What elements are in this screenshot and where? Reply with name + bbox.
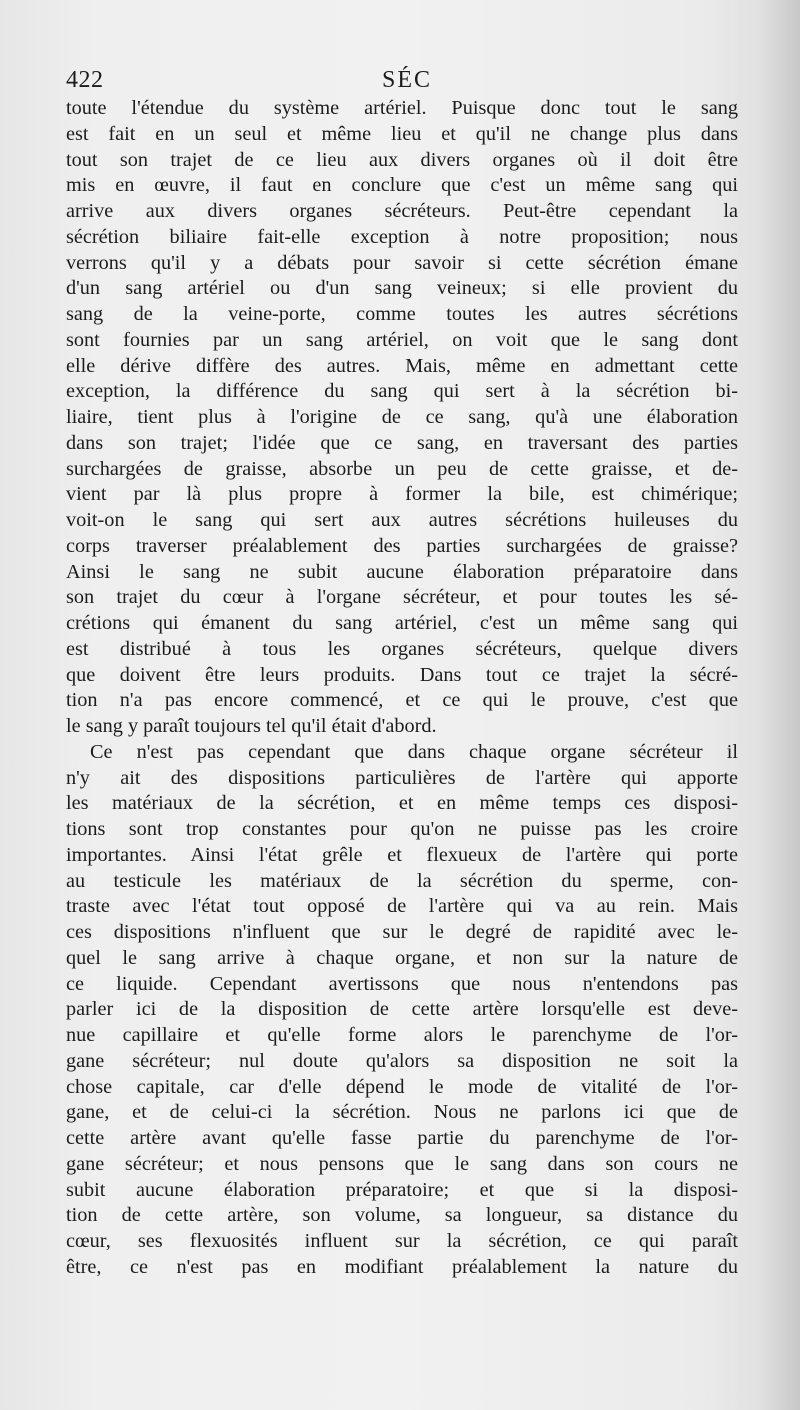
text-line: dans son trajet; l'idée que ce sang, en traversant des parties [66, 431, 738, 454]
text-line: importantes. Ainsi l'état grêle et flexueux de l'artère qui porte [66, 843, 738, 866]
text-line: au testicule les matériaux de la sécrétion du sperme, con- [66, 869, 738, 892]
page-edge-shadow [760, 0, 800, 1410]
text-line: gane, et de celui-ci la sécrétion. Nous ne parlons ici que de [66, 1101, 738, 1124]
text-line: vient par là plus propre à former la bile, est chimérique; [66, 483, 738, 506]
text-line: tion n'a pas encore commencé, et ce qui le prouve, c'est que [66, 689, 738, 712]
text-line: est fait en un seul et même lieu et qu'il ne change plus dans [66, 122, 738, 145]
text-line: sécrétion biliaire fait-elle exception à notre proposition; nous [66, 225, 738, 248]
text-line: sang de la veine-porte, comme toutes les autres sécrétions [66, 303, 738, 325]
text-line: ces dispositions n'influent que sur le degré de rapidité avec le- [66, 921, 738, 943]
text-line: est distribué à tous les organes sécréteurs, quelque divers [66, 637, 738, 660]
text-line: surchargées de graisse, absorbe un peu de cette graisse, et de- [66, 457, 738, 480]
text-line: tout son trajet de ce lieu aux divers organes où il doit être [66, 148, 738, 171]
page-header [66, 64, 738, 96]
text-line: traste avec l'état tout opposé de l'artère qui va au rein. Mais [66, 895, 738, 918]
paragraph-1 [66, 96, 738, 740]
text-line: gane sécréteur; et nous pensons que le sang dans son cours ne [66, 1152, 738, 1175]
text-line: mis en œuvre, il faut en conclure que c'est un même sang qui [66, 174, 738, 197]
body-text [66, 96, 738, 1281]
text-line: tion de cette artère, son volume, sa longueur, sa distance du [66, 1204, 738, 1227]
text-line: corps traverser préalablement des parties surchargées de graisse? [66, 534, 738, 557]
text-line: cette artère avant qu'elle fasse partie du parenchyme de l'or- [66, 1127, 738, 1149]
text-line: cœur, ses flexuosités influent sur la sécrétion, ce qui paraît [66, 1230, 738, 1252]
text-line: gane sécréteur; nul doute qu'alors sa disposition ne soit la [66, 1049, 738, 1072]
text-line: d'un sang artériel ou d'un sang veineux; si elle provient du [66, 277, 738, 300]
text-line: tions sont trop constantes pour qu'on ne puisse pas les croire [66, 818, 738, 840]
text-line: chose capitale, car d'elle dépend le mode de vitalité de l'or- [66, 1075, 738, 1098]
text-line: sont fournies par un sang artériel, on voit que le sang dont [66, 328, 738, 351]
text-line: nue capillaire et qu'elle forme alors le parenchyme de l'or- [66, 1024, 738, 1046]
text-line: Ce n'est pas cependant que dans chaque organe sécréteur il [90, 740, 738, 763]
page-number: 422 [66, 67, 104, 93]
text-line: arrive aux divers organes sécréteurs. Peut-être cependant la [66, 200, 738, 222]
text-line: Ainsi le sang ne subit aucune élaboration préparatoire dans [66, 560, 738, 583]
text-line: exception, la différence du sang qui sert à la sécrétion bi- [66, 380, 738, 403]
text-line: les matériaux de la sécrétion, et en même temps ces disposi- [66, 792, 738, 815]
text-line: quel le sang arrive à chaque organe, et non sur la nature de [66, 946, 738, 969]
text-line: toute l'étendue du système artériel. Puisque donc tout le sang [66, 97, 738, 119]
text-line: être, ce n'est pas en modifiant préalablement la nature du [66, 1255, 738, 1278]
text-line: liaire, tient plus à l'origine de ce sang, qu'à une élaboration [66, 406, 738, 428]
text-line: subit aucune élaboration préparatoire; et que si la disposi- [66, 1178, 738, 1201]
paragraph-2 [66, 740, 738, 1281]
text-line: voit-on le sang qui sert aux autres sécrétions huileuses du [66, 509, 738, 531]
text-line: n'y ait des dispositions particulières de l'artère qui apporte [66, 766, 738, 789]
text-line: elle dérive diffère des autres. Mais, même en admettant cette [66, 354, 738, 377]
text-line: son trajet du cœur à l'organe sécréteur, et pour toutes les sé- [66, 586, 738, 609]
text-line: ce liquide. Cependant avertissons que nous n'entendons pas [66, 972, 738, 995]
text-line: crétions qui émanent du sang artériel, c'est un même sang qui [66, 612, 738, 634]
text-line: parler ici de la disposition de cette artère lorsqu'elle est deve- [66, 998, 738, 1021]
running-head: SÉC [382, 67, 433, 93]
text-line: verrons qu'il y a débats pour savoir si cette sécrétion émane [66, 251, 738, 274]
text-line: que doivent être leurs produits. Dans tout ce trajet la sécré- [66, 663, 738, 686]
text-line: le sang y paraît toujours tel qu'il était d'abord. [66, 715, 437, 737]
